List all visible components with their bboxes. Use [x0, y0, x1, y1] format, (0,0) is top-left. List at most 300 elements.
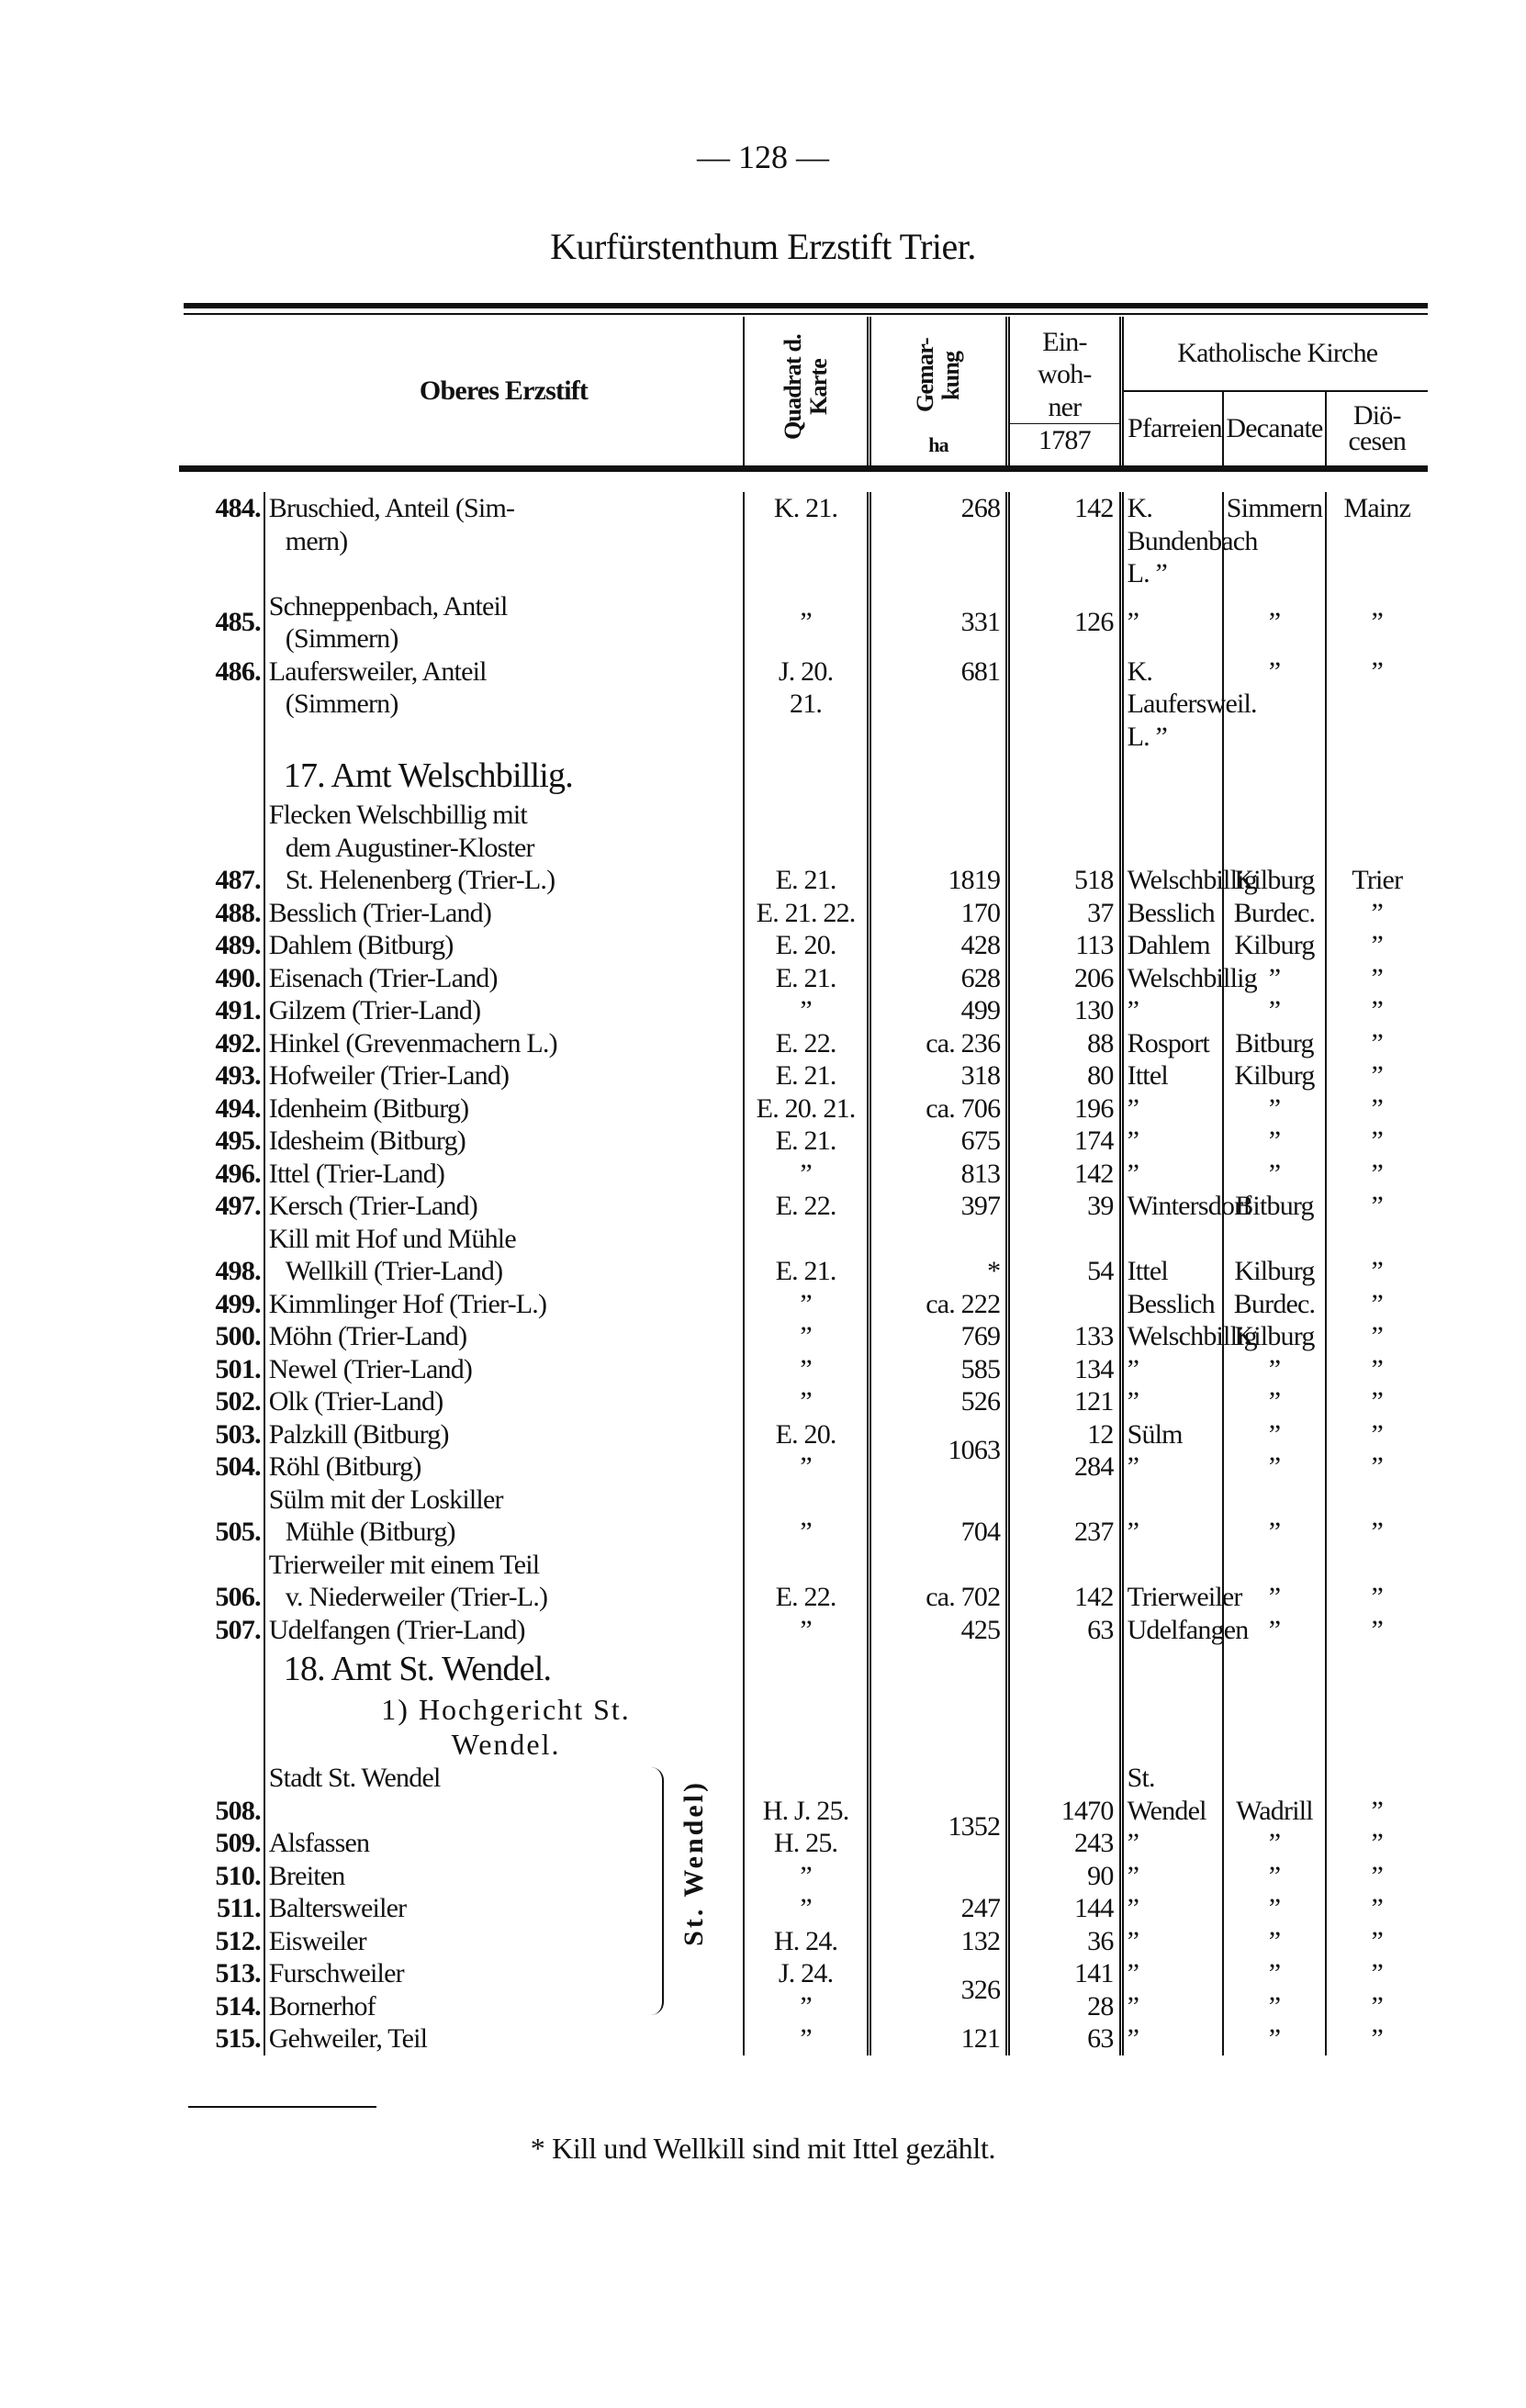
header-dioecesen: Diö- cesen — [1326, 391, 1428, 469]
map-square: ” — [744, 1385, 869, 1418]
header-gemarkung: Gemar-kung ha — [869, 317, 1007, 469]
table-row — [179, 1762, 1428, 1827]
deanery: ” — [1223, 1614, 1325, 1647]
parish: Ittel — [1121, 1223, 1223, 1288]
place-name — [264, 492, 745, 590]
entry-number: 509. — [215, 1828, 261, 1858]
area-ha: 331 — [869, 590, 1007, 655]
map-square: ” — [744, 1320, 869, 1353]
subsection-heading — [179, 1692, 1428, 1762]
map-square: E. 21. — [744, 799, 869, 897]
diocese: ” — [1326, 1125, 1428, 1158]
table-row — [179, 1990, 1428, 2023]
table-row — [179, 1190, 1428, 1223]
deanery: ” — [1223, 1990, 1325, 2023]
entry-number: 490. — [215, 962, 261, 993]
empty-cell — [869, 1646, 1007, 1692]
table-row — [179, 1125, 1428, 1158]
map-square: E. 20. — [744, 1418, 869, 1451]
area-ha: 247 — [869, 1892, 1007, 1925]
entry-number: 497. — [215, 1191, 261, 1221]
parish: Wintersdorf — [1121, 1190, 1223, 1223]
diocese: ” — [1326, 1418, 1428, 1451]
area-ha: 428 — [869, 929, 1007, 962]
map-square: ” — [744, 1353, 869, 1386]
parish: ” — [1121, 1484, 1223, 1549]
parish: Welschbillig — [1121, 1320, 1223, 1353]
table-row — [179, 1385, 1428, 1418]
parish: K. Laufersweil. L. ” — [1121, 655, 1223, 754]
table-row — [179, 799, 1428, 897]
empty-cell — [179, 753, 264, 799]
empty-cell — [1008, 753, 1121, 799]
area-ha: ca. 706 — [869, 1092, 1007, 1126]
population-1787: 134 — [1008, 1353, 1121, 1386]
map-square: E. 21. — [744, 1059, 869, 1092]
parish: ” — [1121, 1990, 1223, 2023]
table-row — [179, 897, 1428, 930]
place-name — [264, 962, 745, 995]
deanery: Burdec. — [1223, 897, 1325, 930]
parish: ” — [1121, 1827, 1223, 1860]
table-row — [179, 1027, 1428, 1060]
diocese: ” — [1326, 1288, 1428, 1321]
parish: Welschbillig — [1121, 962, 1223, 995]
area-ha: 268 — [869, 492, 1007, 590]
entry-number: 507. — [215, 1614, 261, 1645]
parish: ” — [1121, 1092, 1223, 1126]
map-square: E. 22. — [744, 1549, 869, 1614]
parish: ” — [1121, 1925, 1223, 1958]
entry-number: 512. — [215, 1925, 261, 1956]
deanery: ” — [1223, 590, 1325, 655]
place-name — [264, 2022, 745, 2055]
empty-cell — [1121, 753, 1223, 799]
place-name — [264, 1353, 745, 1386]
diocese: ” — [1326, 1484, 1428, 1549]
section-heading-text: 1) Hochgericht St. Wendel. — [264, 1692, 745, 1762]
deanery: Simmern — [1223, 492, 1325, 590]
place-name-text: Röhl (Bitburg) — [268, 1451, 421, 1482]
map-square: ” — [744, 1484, 869, 1549]
area-ha: 1819 — [869, 799, 1007, 897]
deanery: Kilburg — [1223, 1059, 1325, 1092]
map-square: E. 22. — [744, 1027, 869, 1060]
area-ha: 499 — [869, 994, 1007, 1027]
entry-number: 493. — [215, 1060, 261, 1091]
table-row — [179, 1484, 1428, 1549]
diocese: ” — [1326, 1190, 1428, 1223]
parish: ” — [1121, 1450, 1223, 1484]
area-ha: 318 — [869, 1059, 1007, 1092]
place-name — [264, 897, 745, 930]
population-1787 — [1008, 655, 1121, 754]
entry-number: 508. — [215, 1795, 261, 1826]
entry-number: 487. — [215, 865, 261, 895]
entry-number: 511. — [217, 1893, 261, 1923]
empty-cell — [1223, 753, 1325, 799]
diocese: ” — [1326, 1320, 1428, 1353]
header-section: Oberes Erzstift — [419, 375, 589, 407]
entry-number: 489. — [215, 930, 261, 960]
place-name-text: Hinkel (Grevenmachern L.) — [268, 1027, 557, 1058]
population-1787: 237 — [1008, 1484, 1121, 1549]
population-1787: 36 — [1008, 1925, 1121, 1958]
entry-number: 513. — [215, 1958, 261, 1988]
page-content — [179, 317, 1428, 2166]
map-square: J. 20. 21. — [744, 655, 869, 754]
population-1787: 63 — [1008, 2022, 1121, 2055]
place-name — [264, 1418, 745, 1451]
map-square: E. 21. — [744, 1223, 869, 1288]
deanery: ” — [1223, 1418, 1325, 1451]
place-name — [264, 1158, 745, 1191]
population-1787: 126 — [1008, 590, 1121, 655]
entry-number: 500. — [215, 1321, 261, 1351]
parish: Ittel — [1121, 1059, 1223, 1092]
place-name — [264, 1614, 745, 1647]
diocese: ” — [1326, 655, 1428, 754]
table-row — [179, 1092, 1428, 1126]
place-name — [264, 1860, 745, 1893]
table-row — [179, 1549, 1428, 1614]
map-square: ” — [744, 1614, 869, 1647]
header-rule — [179, 469, 1428, 493]
table-row — [179, 1288, 1428, 1321]
parish: ” — [1121, 590, 1223, 655]
deanery: ” — [1223, 1957, 1325, 1990]
section-heading — [179, 1646, 1428, 1692]
place-name — [264, 1990, 745, 2023]
area-ha: * — [869, 1223, 1007, 1288]
page-title: Kurfürstenthum Erzstift Trier. — [550, 226, 976, 267]
entry-number: 503. — [215, 1418, 261, 1450]
table-row — [179, 492, 1428, 590]
map-square: ” — [744, 590, 869, 655]
deanery: ” — [1223, 1158, 1325, 1191]
place-name-text: Breiten — [268, 1860, 345, 1891]
diocese: ” — [1326, 1892, 1428, 1925]
place-name — [264, 1190, 745, 1223]
place-name — [264, 590, 745, 655]
place-name — [264, 1125, 745, 1158]
table-row — [179, 929, 1428, 962]
diocese: ” — [1326, 1860, 1428, 1893]
map-square: ” — [744, 1288, 869, 1321]
header-einwohner-year: 1787 — [1010, 423, 1118, 457]
entry-number: 505. — [215, 1517, 261, 1547]
entry-number: 514. — [215, 1990, 261, 2022]
place-name-text: Flecken Welschbillig mit dem Augustiner-Kloster St. Helenenberg (Trier-L.) — [268, 800, 555, 895]
table-row — [179, 1450, 1428, 1484]
entry-number: 486. — [215, 655, 261, 687]
place-name — [264, 929, 745, 962]
page-number: — 128 — — [697, 139, 829, 175]
table-row — [179, 2022, 1428, 2055]
place-name — [264, 1827, 745, 1860]
place-name-text: Baltersweiler — [268, 1893, 407, 1923]
population-1787: 12 — [1008, 1418, 1121, 1451]
diocese: ” — [1326, 994, 1428, 1027]
deanery: ” — [1223, 2022, 1325, 2055]
population-1787: 63 — [1008, 1614, 1121, 1647]
place-name-text: Palzkill (Bitburg) — [268, 1418, 449, 1450]
place-name-text: Kimmlinger Hof (Trier-L.) — [268, 1288, 547, 1319]
population-1787: 518 — [1008, 799, 1121, 897]
place-name — [264, 1059, 745, 1092]
area-ha: ca. 222 — [869, 1288, 1007, 1321]
population-1787: 243 — [1008, 1827, 1121, 1860]
table-row — [179, 1418, 1428, 1451]
diocese: ” — [1326, 1549, 1428, 1614]
header-einwohner: Ein- woh- ner 1787 — [1008, 317, 1121, 469]
place-name-text: Laufersweiler, Anteil (Simmern) — [268, 655, 487, 719]
empty-cell — [744, 1692, 869, 1762]
diocese: ” — [1326, 1223, 1428, 1288]
area-ha: 813 — [869, 1158, 1007, 1191]
diocese: ” — [1326, 590, 1428, 655]
entry-number: 492. — [215, 1027, 261, 1058]
place-name-text: Idesheim (Bitburg) — [268, 1126, 466, 1156]
area-ha: 769 — [869, 1320, 1007, 1353]
map-square: E. 22. — [744, 1190, 869, 1223]
parish: ” — [1121, 1158, 1223, 1191]
table-row — [179, 1827, 1428, 1860]
population-1787: 54 — [1008, 1223, 1121, 1288]
group-label: St. Wendel) — [679, 1780, 710, 1946]
map-square: ” — [744, 994, 869, 1027]
place-name-text: Bruschied, Anteil (Sim- mern) — [268, 493, 515, 556]
parish: Sülm — [1121, 1418, 1223, 1451]
deanery: ” — [1223, 1549, 1325, 1614]
empty-cell — [1121, 1646, 1223, 1692]
population-1787: 88 — [1008, 1027, 1121, 1060]
parish: Trierweiler — [1121, 1549, 1223, 1614]
population-1787: 142 — [1008, 1549, 1121, 1614]
map-square: K. 21. — [744, 492, 869, 590]
diocese: ” — [1326, 1353, 1428, 1386]
footnote: * Kill und Wellkill sind mit Ittel gezählt. — [530, 2131, 996, 2165]
header-kirche: Katholische Kirche — [1121, 317, 1428, 391]
deanery: ” — [1223, 1925, 1325, 1958]
area-ha: ca. 702 — [869, 1549, 1007, 1614]
parish: ” — [1121, 1125, 1223, 1158]
deanery: ” — [1223, 1827, 1325, 1860]
place-name-text: Sülm mit der Loskiller Mühle (Bitburg) — [268, 1484, 503, 1547]
place-name-text: Kill mit Hof und Mühle Wellkill (Trier-Land) — [268, 1223, 516, 1286]
deanery: Kilburg — [1223, 799, 1325, 897]
map-square: H. 24. — [744, 1925, 869, 1958]
deanery: ” — [1223, 1450, 1325, 1484]
map-square: E. 21. — [744, 1125, 869, 1158]
header-decanate: Decanate — [1223, 391, 1325, 469]
place-name — [264, 1223, 745, 1288]
area-ha: 526 — [869, 1385, 1007, 1418]
population-1787: 113 — [1008, 929, 1121, 962]
place-name-text: Eisweiler — [268, 1925, 366, 1956]
deanery: ” — [1223, 1125, 1325, 1158]
parish: Welschbillig — [1121, 799, 1223, 897]
diocese: ” — [1326, 1990, 1428, 2023]
place-name-text: Besslich (Trier-Land) — [268, 897, 492, 928]
empty-cell — [869, 753, 1007, 799]
diocese: ” — [1326, 929, 1428, 962]
place-name-text: Udelfangen (Trier-Land) — [268, 1614, 525, 1645]
parish: Dahlem — [1121, 929, 1223, 962]
area-ha: 425 — [869, 1614, 1007, 1647]
entry-number: 495. — [215, 1126, 261, 1156]
place-name-text: Idenheim (Bitburg) — [268, 1092, 469, 1124]
entry-number: 498. — [215, 1256, 261, 1286]
entry-number: 499. — [215, 1288, 261, 1319]
table-row — [179, 1925, 1428, 1958]
area-ha: ca. 236 — [869, 1027, 1007, 1060]
area-ha: 628 — [869, 962, 1007, 995]
place-name-text: Ittel (Trier-Land) — [268, 1158, 445, 1189]
map-square: E. 21. — [744, 962, 869, 995]
area-ha: 704 — [869, 1484, 1007, 1549]
footnote-rule — [188, 2106, 376, 2108]
parish: Besslich — [1121, 1288, 1223, 1321]
map-square: ” — [744, 2022, 869, 2055]
deanery: ” — [1223, 1860, 1325, 1893]
map-square: J. 24. — [744, 1957, 869, 1990]
deanery: ” — [1223, 962, 1325, 995]
area-ha: 121 — [869, 2022, 1007, 2055]
deanery: Kilburg — [1223, 1223, 1325, 1288]
area-ha: 585 — [869, 1353, 1007, 1386]
map-square: H. 25. — [744, 1827, 869, 1860]
empty-cell — [869, 1692, 1007, 1762]
place-name — [264, 1450, 745, 1484]
parish: ” — [1121, 994, 1223, 1027]
place-name — [264, 1925, 745, 1958]
area-ha: 397 — [869, 1190, 1007, 1223]
place-name-text: Gilzem (Trier-Land) — [268, 995, 481, 1025]
population-1787: 39 — [1008, 1190, 1121, 1223]
place-name-text: Hofweiler (Trier-Land) — [268, 1060, 510, 1091]
diocese: ” — [1326, 1059, 1428, 1092]
table-row — [179, 1957, 1428, 1990]
header-quadrat: Quadrat d. Karte — [744, 317, 869, 469]
diocese: ” — [1326, 962, 1428, 995]
population-1787: 174 — [1008, 1125, 1121, 1158]
place-name — [264, 1288, 745, 1321]
place-name-text: Möhn (Trier-Land) — [268, 1321, 467, 1351]
entry-number: 491. — [215, 995, 261, 1025]
parish: ” — [1121, 1385, 1223, 1418]
entry-number: 502. — [215, 1386, 261, 1417]
table-row — [179, 1059, 1428, 1092]
area-ha: 675 — [869, 1125, 1007, 1158]
place-name-text: Kersch (Trier-Land) — [268, 1191, 477, 1221]
area-ha: 1063 — [869, 1418, 1007, 1484]
deanery: Bitburg — [1223, 1190, 1325, 1223]
place-name — [264, 994, 745, 1027]
area-ha: 170 — [869, 897, 1007, 930]
deanery: ” — [1223, 1892, 1325, 1925]
parish: St. Wendel — [1121, 1762, 1223, 1827]
place-name-text: Schneppenbach, Anteil (Simmern) — [268, 590, 508, 654]
parish: ” — [1121, 1892, 1223, 1925]
empty-cell — [1326, 1692, 1428, 1762]
population-1787: 142 — [1008, 492, 1121, 590]
parish: Udelfangen — [1121, 1614, 1223, 1647]
header-gemarkung-unit: ha — [928, 433, 948, 457]
diocese: ” — [1326, 897, 1428, 930]
diocese: ” — [1326, 1385, 1428, 1418]
deanery: ” — [1223, 655, 1325, 754]
diocese: ” — [1326, 1027, 1428, 1060]
parish: Besslich — [1121, 897, 1223, 930]
table-row — [179, 590, 1428, 655]
deanery: Wadrill — [1223, 1762, 1325, 1827]
population-1787: 28 — [1008, 1990, 1121, 2023]
place-name-text: Eisenach (Trier-Land) — [268, 962, 498, 993]
area-ha: 1352 — [869, 1762, 1007, 1892]
place-name-text: Furschweiler — [268, 1958, 404, 1988]
header-pfarreien: Pfarreien — [1121, 391, 1223, 469]
place-name-text: Newel (Trier-Land) — [268, 1353, 473, 1384]
parish: Rosport — [1121, 1027, 1223, 1060]
diocese: ” — [1326, 1158, 1428, 1191]
population-1787: 206 — [1008, 962, 1121, 995]
deanery: Burdec. — [1223, 1288, 1325, 1321]
population-1787: 1470 — [1008, 1762, 1121, 1827]
place-name — [264, 1385, 745, 1418]
map-square: E. 20. 21. — [744, 1092, 869, 1126]
place-name-text: Alsfassen — [268, 1828, 370, 1858]
register-table — [179, 317, 1428, 2055]
empty-cell — [1121, 1692, 1223, 1762]
top-rule-thin — [184, 313, 1428, 315]
table-row — [179, 1860, 1428, 1893]
empty-cell — [1008, 1692, 1121, 1762]
diocese: ” — [1326, 1827, 1428, 1860]
map-square: ” — [744, 1450, 869, 1484]
place-name-text: Trierweiler mit einem Teil v. Niederweiler (Trier-L.) — [268, 1549, 548, 1612]
population-1787: 142 — [1008, 1158, 1121, 1191]
empty-cell — [744, 753, 869, 799]
place-name — [264, 1957, 745, 1990]
place-name-text: Olk (Trier-Land) — [268, 1386, 443, 1417]
place-name-text: Dahlem (Bitburg) — [268, 930, 454, 960]
map-square: E. 20. — [744, 929, 869, 962]
population-1787: 133 — [1008, 1320, 1121, 1353]
empty-cell — [1326, 753, 1428, 799]
empty-cell — [179, 1646, 264, 1692]
entry-number: 488. — [215, 897, 261, 928]
population-1787 — [1008, 1288, 1121, 1321]
empty-cell — [179, 1692, 264, 1762]
place-name — [264, 1092, 745, 1126]
population-1787: 121 — [1008, 1385, 1121, 1418]
deanery: ” — [1223, 1484, 1325, 1549]
area-ha: 681 — [869, 655, 1007, 754]
place-name-text: Gehweiler, Teil — [268, 2023, 428, 2054]
diocese: Trier — [1326, 799, 1428, 897]
place-name — [264, 1892, 745, 1925]
area-ha: 132 — [869, 1925, 1007, 1958]
place-name — [264, 1027, 745, 1060]
population-1787: 196 — [1008, 1092, 1121, 1126]
empty-cell — [1008, 1646, 1121, 1692]
parish: K. Bundenbach L. ” — [1121, 492, 1223, 590]
deanery: ” — [1223, 994, 1325, 1027]
section-heading-text: 17. Amt Welschbillig. — [264, 753, 745, 799]
map-square: E. 21. 22. — [744, 897, 869, 930]
place-name — [264, 1549, 745, 1614]
